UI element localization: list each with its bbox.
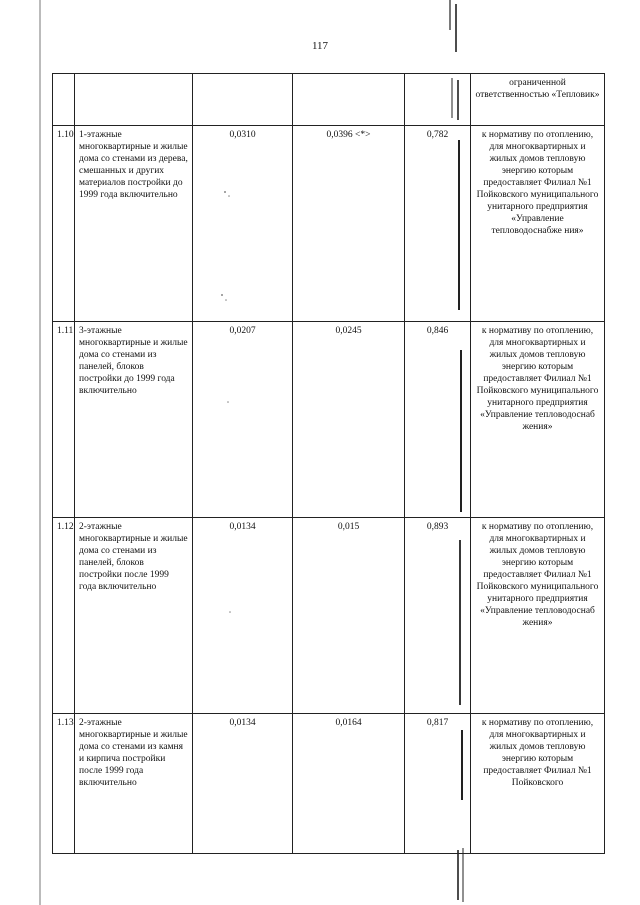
cell-v2: 0,0164 — [293, 714, 405, 854]
cell-desc — [75, 74, 193, 126]
cell-desc: 1-этажные многоквартирные и жилые дома со стенами из дерева, смешанных и других материалов постройки до 1999 года включительно — [75, 126, 193, 322]
cell-v1: 0,0134 — [193, 518, 293, 714]
cell-num — [53, 74, 75, 126]
cell-v3: 0,782 — [405, 126, 471, 322]
cell-note: к нормативу по отоплению, для многоквартирных и жилых домов тепловую энергию которым предоставляет Филиал №1 Пойковского муниципального унитарного предприятия «Управление тепловодоснабже ния» — [471, 126, 605, 322]
cell-desc: 2-этажные многоквартирные и жилые дома со стенами из камня и кирпича постройки после 1999 года включительно — [75, 714, 193, 854]
cell-note: ограниченной ответственностью «Тепловик» — [471, 74, 605, 126]
cell-v3 — [405, 74, 471, 126]
table-row — [53, 126, 605, 322]
cell-v3: 0,817 — [405, 714, 471, 854]
cell-v1: 0,0310 — [193, 126, 293, 322]
cell-num: 1.13 — [53, 714, 75, 854]
cell-note: к нормативу по отоплению, для многоквартирных и жилых домов тепловую энергию которым предоставляет Филиал №1 Пойковского муниципального унитарного предприятия «Управление тепловодоснаб жения» — [471, 518, 605, 714]
cell-desc: 2-этажные многоквартирные и жилые дома со стенами из панелей, блоков постройки после 1999 года включительно — [75, 518, 193, 714]
cell-v3: 0,893 — [405, 518, 471, 714]
cell-num: 1.12 — [53, 518, 75, 714]
table-row — [53, 518, 605, 714]
cell-note: к нормативу по отоплению, для многоквартирных и жилых домов тепловую энергию которым предоставляет Филиал №1 Пойковского — [471, 714, 605, 854]
table-row-continuation — [53, 74, 605, 126]
cell-v1: 0,0134 — [193, 714, 293, 854]
cell-v2: 0,015 — [293, 518, 405, 714]
cell-desc: 3-этажные многоквартирные и жилые дома со стенами из панелей, блоков постройки до 1999 года включительно — [75, 322, 193, 518]
page-number: 117 — [311, 40, 329, 52]
table-row — [53, 322, 605, 518]
cell-v1: 0,0207 — [193, 322, 293, 518]
cell-num: 1.11 — [53, 322, 75, 518]
cell-v3: 0,846 — [405, 322, 471, 518]
cell-v2: 0,0245 — [293, 322, 405, 518]
cell-num: 1.10 — [53, 126, 75, 322]
cell-note: к нормативу по отоплению, для многоквартирных и жилых домов тепловую энергию которым предоставляет Филиал №1 Пойковского муниципального унитарного предприятия «Управление тепловодоснаб жения» — [471, 322, 605, 518]
cell-v2 — [293, 74, 405, 126]
cell-v2: 0,0396 <*> — [293, 126, 405, 322]
cell-v1 — [193, 74, 293, 126]
table-row — [53, 714, 605, 854]
tariff-table — [52, 73, 605, 854]
